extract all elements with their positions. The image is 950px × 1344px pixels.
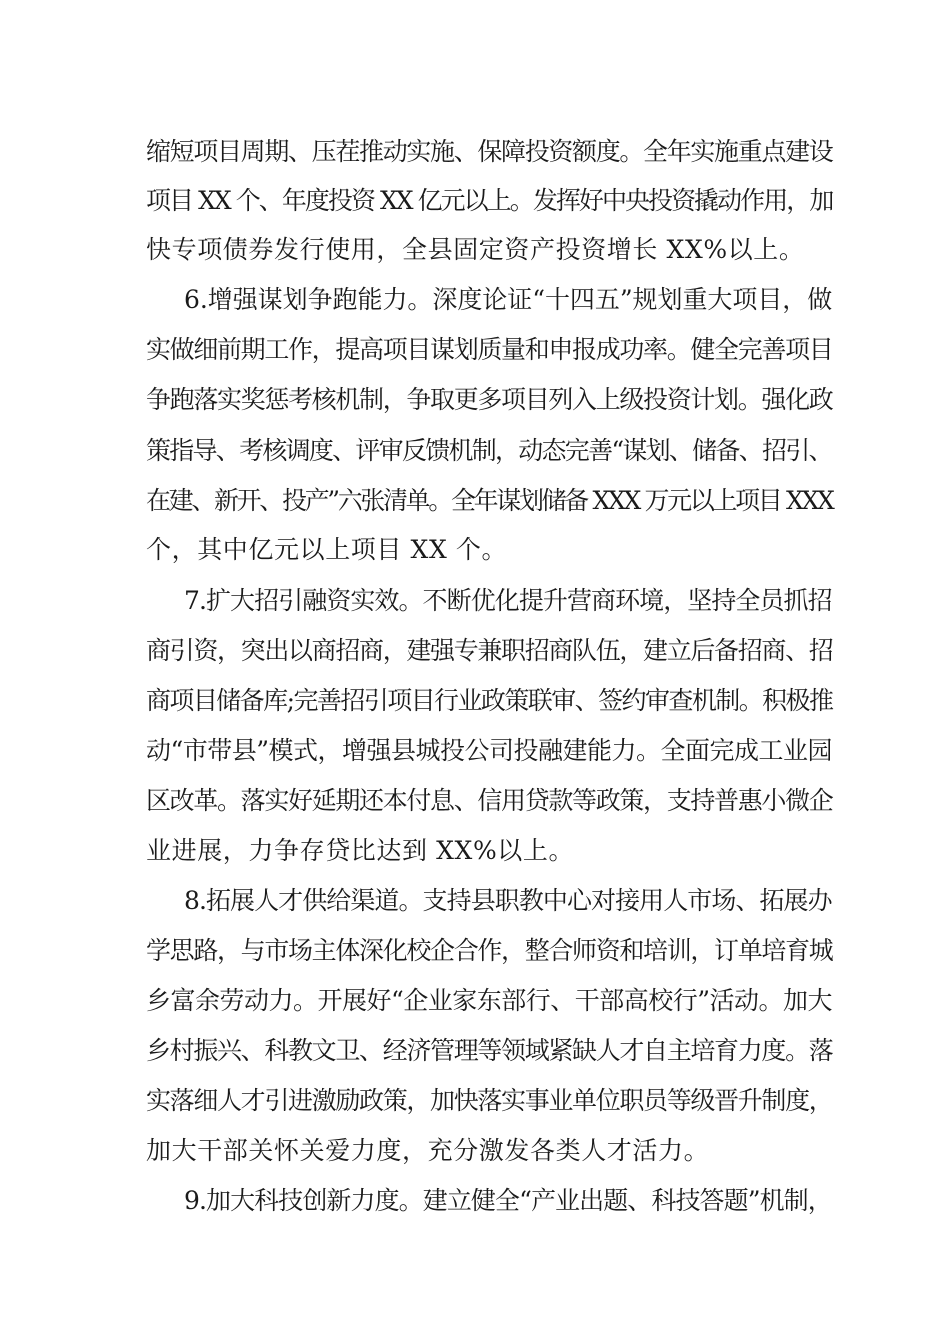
paragraph-9-start: 9.加大科技创新力度。建立健全“产业出题、科技答题”机制， — [184, 1186, 832, 1215]
text-line: 区改革。落实好延期还本付息、信用贷款等政策，支持普惠小微企 — [146, 786, 833, 815]
text-line: 商引资，突出以商招商，建强专兼职招商队伍，建立后备招商、招 — [146, 636, 833, 665]
paragraph-8-start: 8.拓展人才供给渠道。支持县职教中心对接用人市场、拓展办 — [184, 886, 832, 915]
text-line: 实做细前期工作，提高项目谋划质量和申报成功率。健全完善项目 — [146, 335, 833, 364]
text-line: 乡村振兴、科教文卫、经济管理等领域紧缺人才自主培育力度。落 — [146, 1036, 833, 1065]
text-line: 项目 XX 个、年度投资 XX 亿元以上。发挥好中央投资撬动作用，加 — [146, 186, 833, 215]
text-line: 争跑落实奖惩考核机制，争取更多项目列入上级投资计划。强化政 — [146, 385, 833, 414]
text-line: 业进展，力争存贷比达到 XX%以上。 — [146, 836, 575, 865]
text-line: 动“市带县”模式，增强县城投公司投融建能力。全面完成工业园 — [146, 736, 832, 765]
text-line: 快专项债券发行使用，全县固定资产投资增长 XX%以上。 — [146, 235, 805, 264]
text-line: 实落细人才引进激励政策，加快落实事业单位职员等级晋升制度， — [146, 1086, 833, 1115]
text-line: 学思路，与市场主体深化校企合作，整合师资和培训，订单培育城 — [146, 936, 833, 965]
text-line: 商项目储备库;完善招引项目行业政策联审、签约审查机制。积极推 — [146, 686, 833, 715]
paragraph-7-start: 7.扩大招引融资实效。不断优化提升营商环境，坚持全员抓招 — [184, 586, 832, 615]
text-line: 缩短项目周期、压茬推动实施、保障投资额度。全年实施重点建设 — [146, 137, 833, 166]
text-line: 在建、新开、投产”六张清单。全年谋划储备 XXX 万元以上项目 XXX — [146, 486, 833, 515]
paragraph-6-start: 6.增强谋划争跑能力。深度论证“十四五”规划重大项目，做 — [184, 285, 833, 314]
text-line: 加大干部关怀关爱力度，充分激发各类人才活力。 — [146, 1136, 710, 1165]
text-line: 乡富余劳动力。开展好“企业家东部行、干部高校行”活动。加大 — [146, 986, 832, 1015]
text-line: 个，其中亿元以上项目 XX 个。 — [146, 535, 508, 564]
text-line: 策指导、考核调度、评审反馈机制，动态完善“谋划、储备、招引、 — [146, 436, 832, 465]
